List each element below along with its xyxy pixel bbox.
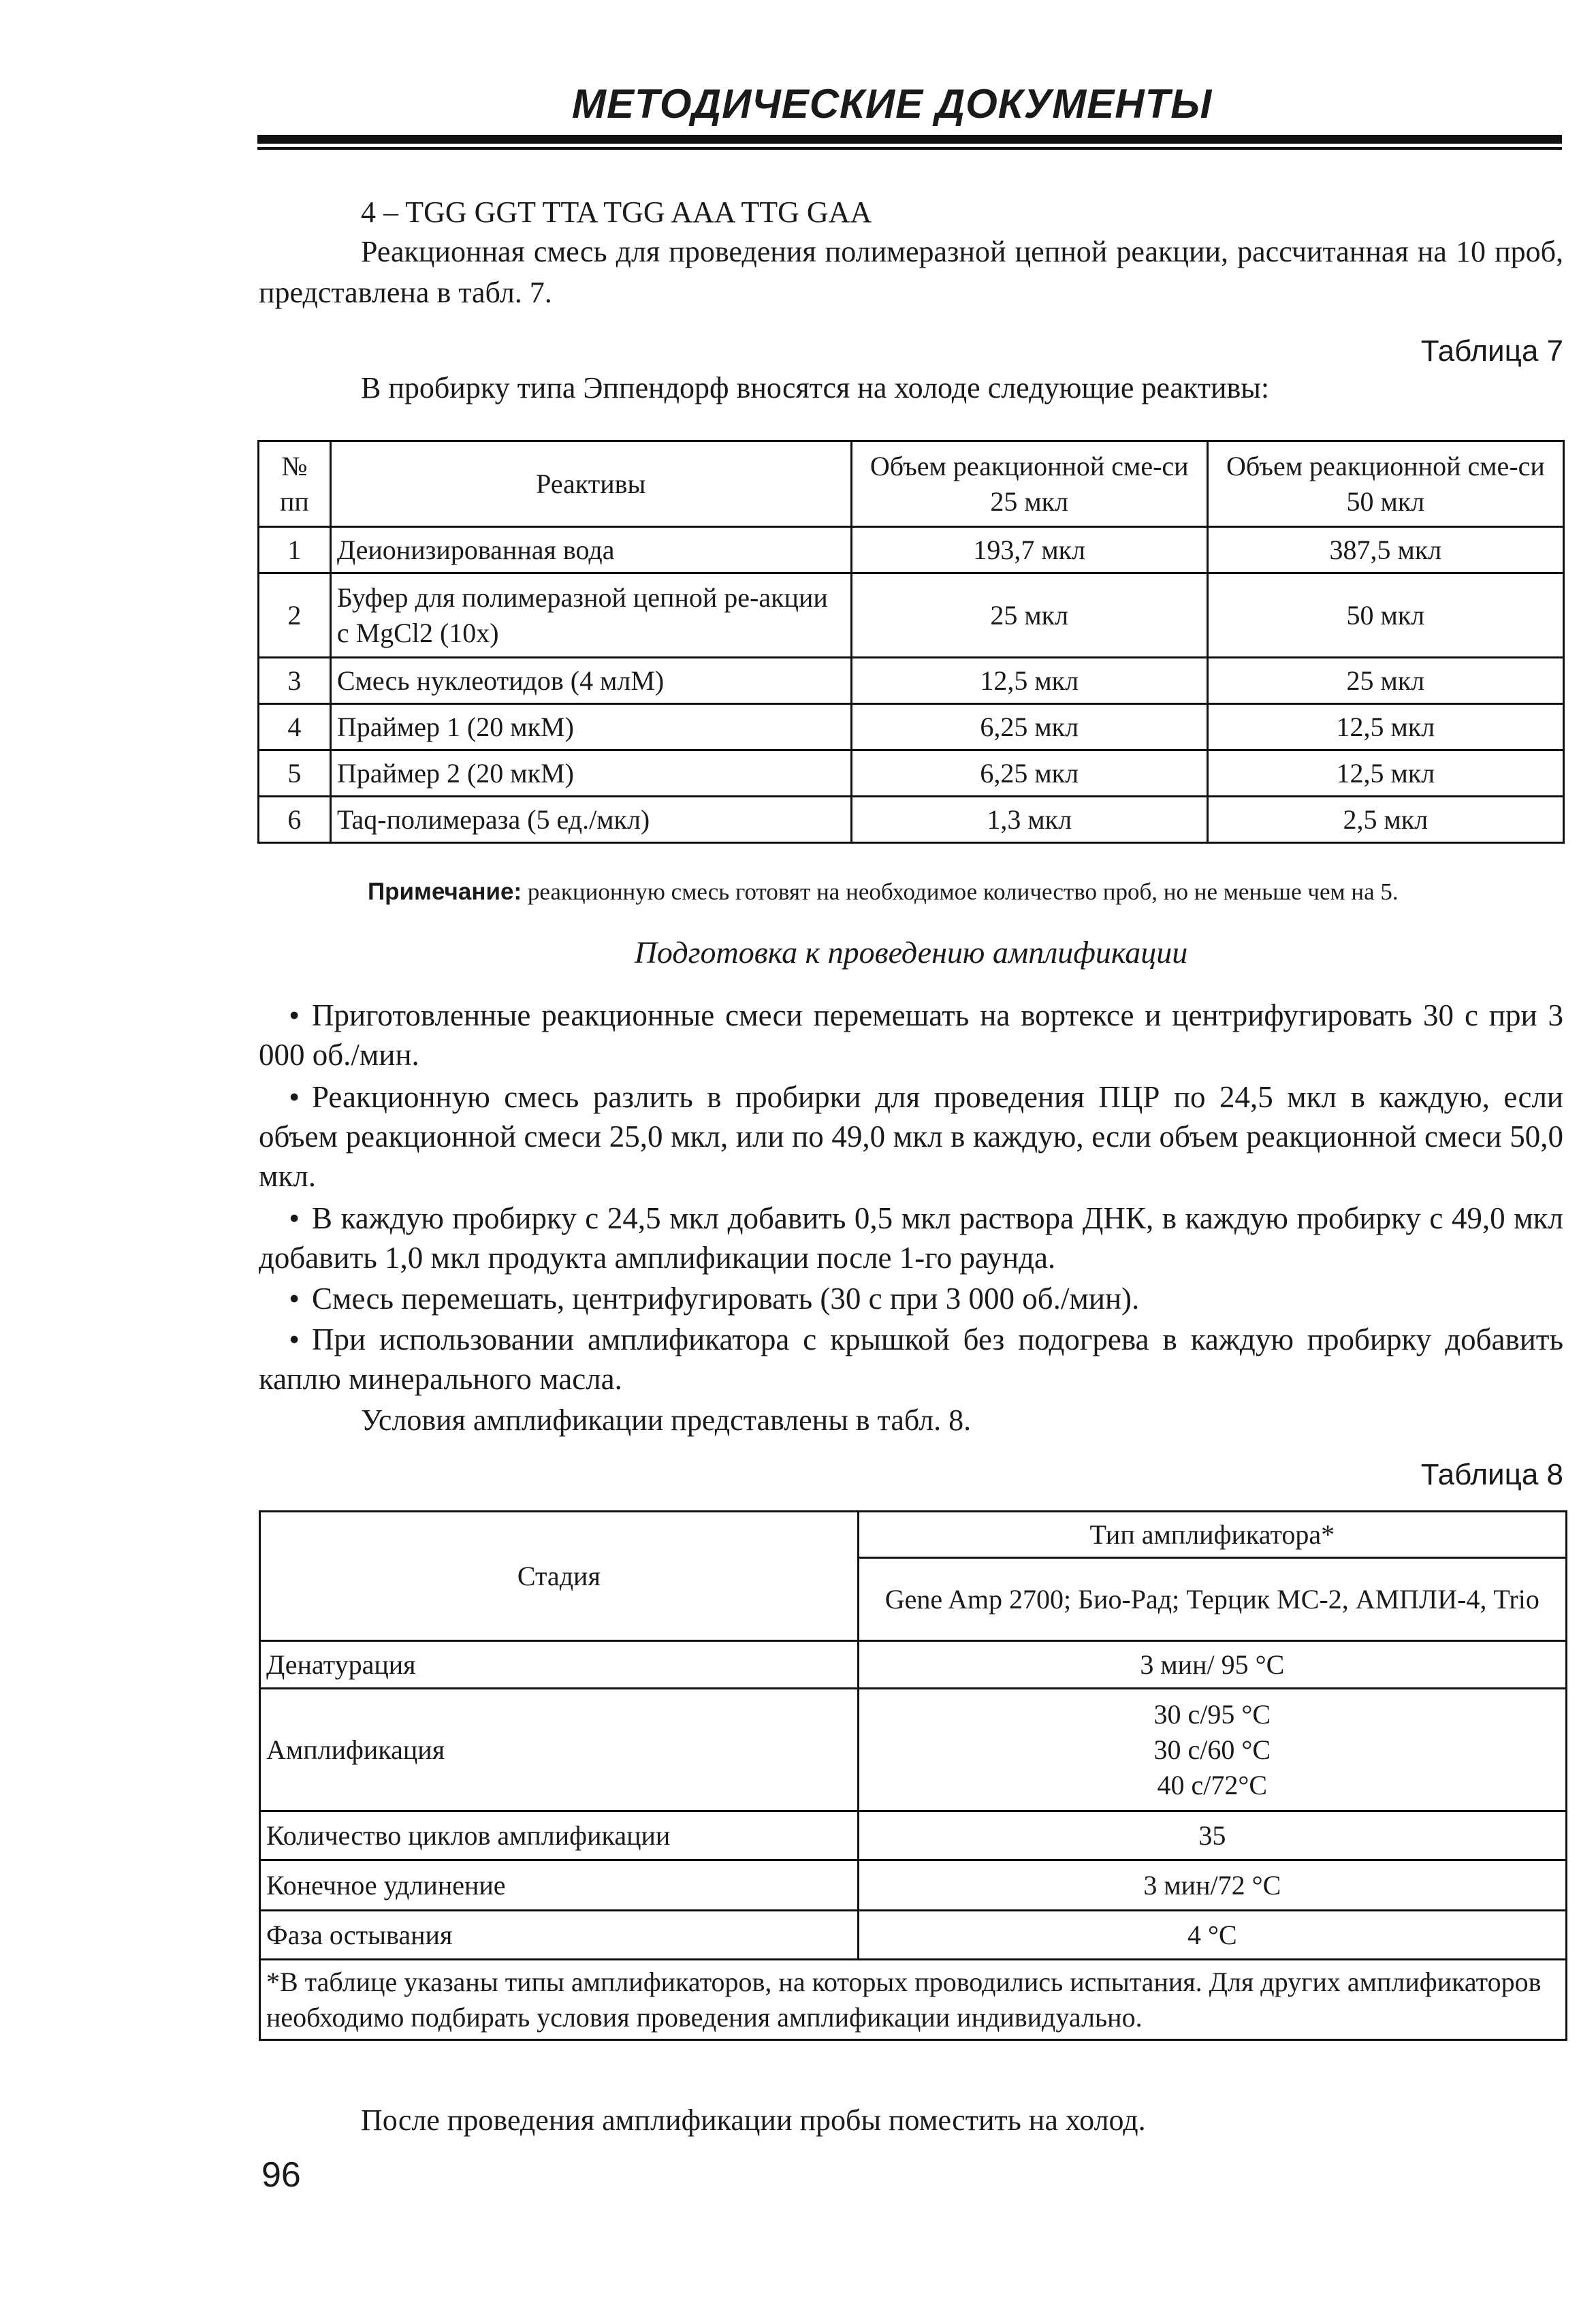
note-label: Примечание: [368,878,522,905]
list-item [259,1279,1563,1318]
bullet-text: Смесь перемешать, центрифугировать (30 с при 3 000 об./мин). [312,1282,1140,1316]
stage-condition: 3 мин/72 °С [858,1860,1566,1911]
table7-caption: Таблица 7 [1420,334,1563,368]
stage-name: Количество циклов амплификации [260,1811,859,1860]
table-row [259,573,1564,658]
list-item [259,1077,1563,1196]
header-rule-thin [257,147,1562,150]
header-cell-vol50: Объем реакционной сме-си 50 мкл [1207,441,1563,527]
table-row [259,750,1564,797]
table-header-row [260,1512,1567,1558]
vol-25: 12,5 мкл [851,658,1207,704]
vol-25: 6,25 мкл [851,704,1207,750]
bullet-icon: • [289,1282,300,1316]
vol-50: 2,5 мкл [1207,797,1563,843]
note-text: реакционную смесь готовят на необходимое количество проб, но не меньше чем на 5. [527,878,1399,905]
reagent-name: Taq-полимераза (5 ед./мкл) [330,797,851,843]
table-header-row [259,441,1564,527]
header-cell-stage: Стадия [260,1512,859,1641]
running-header: МЕТОДИЧЕСКИЕ ДОКУМЕНТЫ [572,81,1213,127]
vol-50: 12,5 мкл [1207,750,1563,797]
header-cell-models: Gene Amp 2700; Био-Рад; Терцик МС-2, АМПЛИ-4, Trio [858,1558,1566,1641]
table-row [260,1689,1567,1811]
row-number: 1 [259,527,331,573]
page-number: 96 [261,2155,301,2195]
bullet-icon: • [289,998,300,1032]
reagent-name: Смесь нуклеотидов (4 млМ) [330,658,851,704]
table-row [260,1641,1567,1689]
header-cell-num: № пп [259,441,331,527]
list-item [259,1198,1563,1277]
table-row [259,797,1564,843]
row-number: 2 [259,573,331,658]
vol-50: 387,5 мкл [1207,527,1563,573]
table8-footnote: *В таблице указаны типы амплификаторов, на которых проводились испытания. Для других амплификаторов необходимо подбирать условия проведения амплификации индивидуально. [260,1960,1567,2040]
row-number: 4 [259,704,331,750]
stage-condition: 3 мин/ 95 °С [858,1641,1566,1689]
stage-name: Денатурация [260,1641,859,1689]
table-row [259,527,1564,573]
table-row [260,1811,1567,1860]
closing-sentence: После проведения амплификации пробы поместить на холод. [361,2103,1146,2137]
header-rule [257,135,1562,144]
table8-caption: Таблица 8 [1420,1458,1563,1491]
list-item [259,1320,1563,1399]
vol-25: 6,25 мкл [851,750,1207,797]
row-number: 5 [259,750,331,797]
stage-condition [858,1689,1566,1811]
vol-25: 25 мкл [851,573,1207,658]
header-cell-reagents: Реактивы [330,441,851,527]
reagent-name: Буфер для полимеразной цепной ре-акции с MgCl2 (10x) [330,573,851,658]
condition-line: 30 с/95 °С [1153,1698,1271,1730]
row-number: 3 [259,658,331,704]
table-row [259,658,1564,704]
bullet-text: Приготовленные реакционные смеси перемешать на вортексе и центрифугировать 30 с при 3 000 об./мин. [259,998,1563,1072]
table-row [260,1860,1567,1911]
vol-50: 50 мкл [1207,573,1563,658]
intro-paragraph: Реакционная смесь для проведения полимеразной цепной реакции, рассчитанная на 10 проб, представлена в табл. 7. [259,235,1563,309]
bullet-text: При использовании амплификатора с крышкой без подогрева в каждую пробирку добавить каплю минерального масла. [259,1322,1563,1396]
amplification-table [259,1510,1567,2041]
vol-50: 12,5 мкл [1207,704,1563,750]
table-footnote-row [260,1960,1567,2040]
vol-25: 193,7 мкл [851,527,1207,573]
condition-line: 30 с/60 °С [1153,1734,1271,1765]
stage-name: Амплификация [260,1689,859,1811]
stage-name: Конечное удлинение [260,1860,859,1911]
table-row [259,704,1564,750]
header-cell-type: Тип амплификатора* [858,1512,1566,1558]
vol-25: 1,3 мкл [851,797,1207,843]
header-cell-vol25: Объем реакционной сме-си 25 мкл [851,441,1207,527]
bullet-icon: • [289,1201,300,1235]
bullet-text: В каждую пробирку с 24,5 мкл добавить 0,5 мкл раствора ДНК, в каждую пробирку с 49,0 мкл добавить 1,0 мкл продукта амплификации после 1-го раунда. [259,1201,1563,1275]
reagents-table [257,440,1565,844]
table7-note [368,876,1566,908]
reagent-name: Деионизированная вода [330,527,851,573]
table-row [260,1911,1567,1960]
stage-name: Фаза остывания [260,1911,859,1960]
stage-condition: 35 [858,1811,1566,1860]
primer-line: 4 – TGG GGT TTA TGG AAA TTG GAA [361,195,872,229]
table8-reference: Условия амплификации представлены в табл. 8. [361,1403,972,1437]
bullet-icon: • [289,1322,300,1356]
stage-condition: 4 °С [858,1911,1566,1960]
condition-line: 40 с/72°С [1157,1769,1268,1800]
reagent-name: Праймер 2 (20 мкМ) [330,750,851,797]
reagent-name: Праймер 1 (20 мкМ) [330,704,851,750]
bullet-text: Реакционную смесь разлить в пробирки для проведения ПЦР по 24,5 мкл в каждую, если объем реакционной смеси 25,0 мкл, или по 49,0 мкл в каждую, если объем реакционной смеси 50,0 мкл. [259,1080,1563,1193]
vol-50: 25 мкл [1207,658,1563,704]
row-number: 6 [259,797,331,843]
list-item [259,996,1563,1075]
section-title: Подготовка к проведению амплификации [634,935,1188,970]
bullet-icon: • [289,1080,300,1114]
table7-lead: В пробирку типа Эппендорф вносятся на холоде следующие реактивы: [361,371,1270,404]
